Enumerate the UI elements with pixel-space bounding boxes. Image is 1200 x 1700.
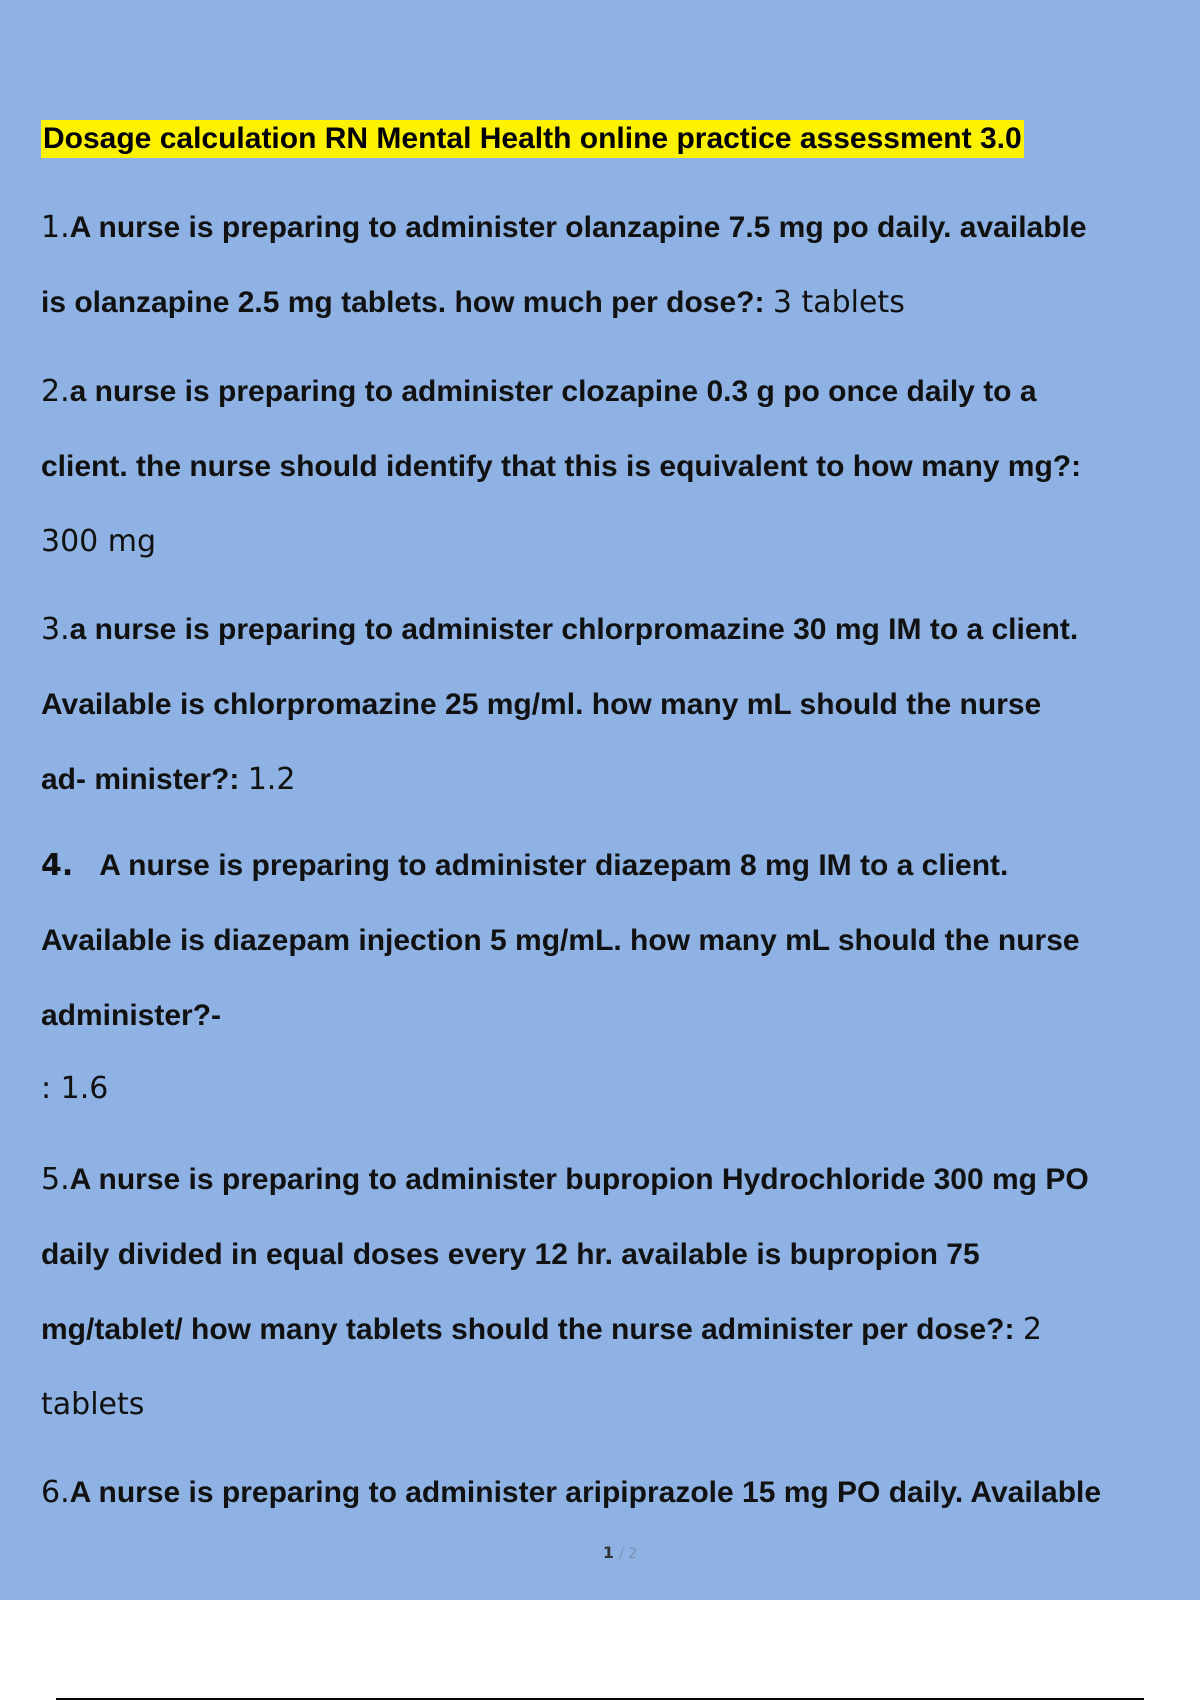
question-3 [41,592,1191,817]
answer-text: tablets [41,1387,145,1422]
question-number: 3. [41,612,70,647]
question-text: a nurse is preparing to administer chlorpromazine 30 mg IM to a client. [69,613,1079,646]
page-indicator [0,1543,1200,1562]
page-current: 1 [602,1543,614,1562]
question-text: A nurse is preparing to administer diazepam 8 mg IM to a client. [99,849,1009,882]
page-total: / 2 [619,1546,638,1562]
question-number: 6. [41,1475,70,1510]
question-text: A nurse is preparing to administer olanzapine 7.5 mg po daily. available [69,211,1087,244]
question-text: A nurse is preparing to administer aripiprazole 15 mg PO daily. Available [69,1476,1102,1509]
page-title: Dosage calculation RN Mental Health online practice assessment 3.0 [41,120,1024,158]
question-text: a nurse is preparing to administer clozapine 0.3 g po once daily to a [69,375,1037,408]
question-text: Available is diazepam injection 5 mg/mL. how many mL should the nurse [41,924,1080,957]
answer-text: 1.2 [247,762,296,797]
answer-text: 3 tablets [772,285,905,320]
question-text: client. the nurse should identify that this is equivalent to how many mg?: [41,450,1082,483]
question-number: 5. [41,1162,70,1197]
question-6 [41,1455,1191,1530]
question-text: A nurse is preparing to administer bupropion Hydrochloride 300 mg PO [69,1163,1089,1196]
question-text: mg/tablet/ how many tablets should the nurse administer per dose?: [41,1313,1015,1346]
answer-text: : 1.6 [41,1071,109,1106]
answer-text: 2 [1022,1312,1042,1347]
question-number: 2. [41,374,70,409]
question-text: ad- minister?: [41,763,240,796]
question-number: 4. [41,848,74,883]
question-text: Available is chlorpromazine 25 mg/ml. how many mL should the nurse [41,688,1042,721]
question-number: 1. [41,210,70,245]
question-text: daily divided in equal doses every 12 hr. available is bupropion 75 [41,1238,980,1271]
question-1 [41,190,1191,340]
question-text: is olanzapine 2.5 mg tablets. how much per dose?: [41,286,765,319]
answer-text: 300 mg [41,524,157,559]
question-text: administer?- [41,999,222,1032]
question-2 [41,354,1191,579]
question-5 [41,1142,1191,1442]
question-4 [41,828,1191,1125]
